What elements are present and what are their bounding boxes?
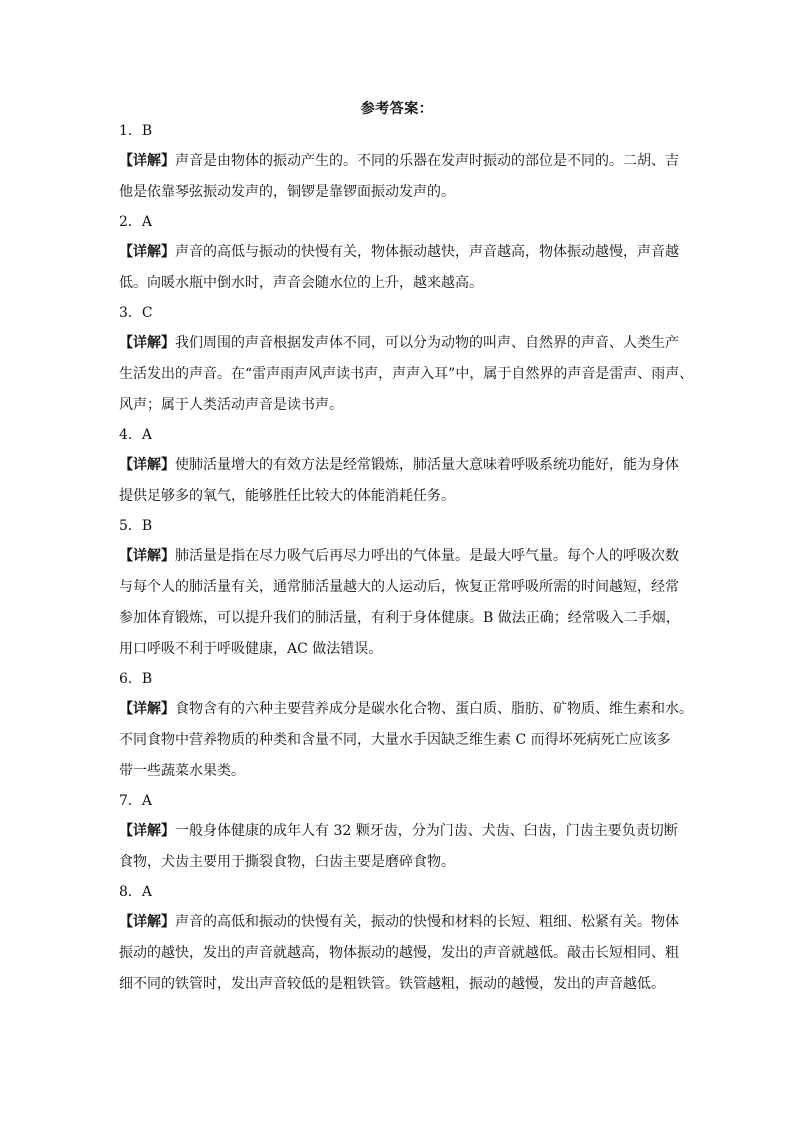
answer-item: [119, 303, 694, 421]
detail-tag: 【详解】: [119, 335, 175, 351]
explanation-line: 他是依靠琴弦振动发声的，铜锣是靠锣面振动发声的。: [119, 184, 455, 200]
answer-explanation: [119, 146, 679, 208]
question-number: 5．B: [119, 518, 153, 534]
explanation-line: 【详解】声音的高低和振动的快慢有关，振动的快慢和材料的长短、粗细、松紧有关。物体: [119, 914, 679, 930]
explanation-line: 风声；属于人类活动声音是读书声。: [119, 397, 343, 413]
page-title: 参考答案：: [360, 101, 434, 117]
explanation-line: 生活发出的声音。在“雷声雨声风声读书声，声声入耳”中，属于自然界的声音是雷声、雨声、: [119, 366, 694, 382]
answer-item: [119, 425, 679, 512]
detail-tag: 【详解】: [119, 548, 175, 564]
explanation-line: 食物，犬齿主要用于撕裂食物，臼齿主要是磨碎食物。: [119, 854, 455, 870]
explanation-line: 与每个人的肺活量有关，通常肺活量越大的人运动后，恢复正常呼吸所需的时间越短，经常: [119, 579, 679, 595]
explanation-line: 细不同的铁管时，发出声音较低的是粗铁管。铁管越粗，振动的越慢，发出的声音越低。: [119, 976, 665, 992]
question-number: 6．B: [119, 671, 153, 687]
detail-tag: 【详解】: [119, 457, 175, 473]
explanation-line: 低。向暖水瓶中倒水时，声音会随水位的上升，越来越高。: [119, 275, 483, 291]
explanation-line: 振动的越快，发出的声音就越高，物体振动的越慢，发出的声音就越低。敲击长短相同、粗: [119, 945, 679, 961]
answer-item: [119, 669, 693, 787]
detail-tag: 【详解】: [119, 701, 175, 717]
explanation-line: 【详解】声音的高低与振动的快慢有关，物体振动越快，声音越高，物体振动越慢，声音越: [119, 244, 679, 260]
explanation-line: 不同食物中营养物质的种类和含量不同，大量水手因缺乏维生素 C 而得坏死病死亡应该多: [119, 732, 671, 748]
detail-tag: 【详解】: [119, 244, 175, 260]
question-number: 2．A: [119, 214, 153, 230]
explanation-line: 用口呼吸不利于呼吸健康，AC 做法错误。: [119, 641, 383, 657]
answer-item: [119, 882, 679, 1000]
answer-explanation: [119, 694, 693, 787]
detail-tag: 【详解】: [119, 914, 175, 930]
detail-tag: 【详解】: [119, 153, 175, 169]
explanation-line: 【详解】声音是由物体的振动产生的。不同的乐器在发声时振动的部位是不同的。二胡、吉: [119, 153, 679, 169]
detail-tag: 【详解】: [119, 823, 175, 839]
answer-explanation: [119, 816, 679, 878]
explanation-line: 【详解】我们周围的声音根据发声体不同，可以分为动物的叫声、自然界的声音、人类生产: [119, 335, 679, 351]
answer-item: [119, 121, 679, 208]
question-number: 4．A: [119, 427, 153, 443]
answer-item: [119, 791, 679, 878]
explanation-line: 【详解】使肺活量增大的有效方法是经常锻炼，肺活量大意味着呼吸系统功能好，能为身体: [119, 457, 679, 473]
question-number: 1．B: [119, 123, 153, 139]
question-number: 8．A: [119, 884, 153, 900]
answer-list: [119, 121, 694, 1004]
answer-item: [119, 516, 679, 665]
answer-explanation: [119, 450, 679, 512]
explanation-line: 【详解】食物含有的六种主要营养成分是碳水化合物、蛋白质、脂肪、矿物质、维生素和水。: [119, 701, 693, 717]
explanation-line: 参加体育锻炼，可以提升我们的肺活量，有利于身体健康。B 做法正确；经常吸入二手烟，: [119, 610, 680, 626]
answer-explanation: [119, 328, 694, 421]
answer-explanation: [119, 541, 679, 665]
explanation-line: 【详解】一般身体健康的成年人有 32 颗牙齿，分为门齿、犬齿、臼齿，门齿主要负责切断: [119, 823, 678, 839]
question-number: 7．A: [119, 793, 153, 809]
answer-explanation: [119, 907, 679, 1000]
explanation-line: 【详解】肺活量是指在尽力吸气后再尽力呼出的气体量。是最大呼气量。每个人的呼吸次数: [119, 548, 679, 564]
answer-explanation: [119, 237, 679, 299]
answer-item: [119, 212, 679, 299]
question-number: 3．C: [119, 305, 153, 321]
explanation-line: 提供足够多的氧气，能够胜任比较大的体能消耗任务。: [119, 488, 455, 504]
explanation-line: 带一些蔬菜水果类。: [119, 763, 245, 779]
